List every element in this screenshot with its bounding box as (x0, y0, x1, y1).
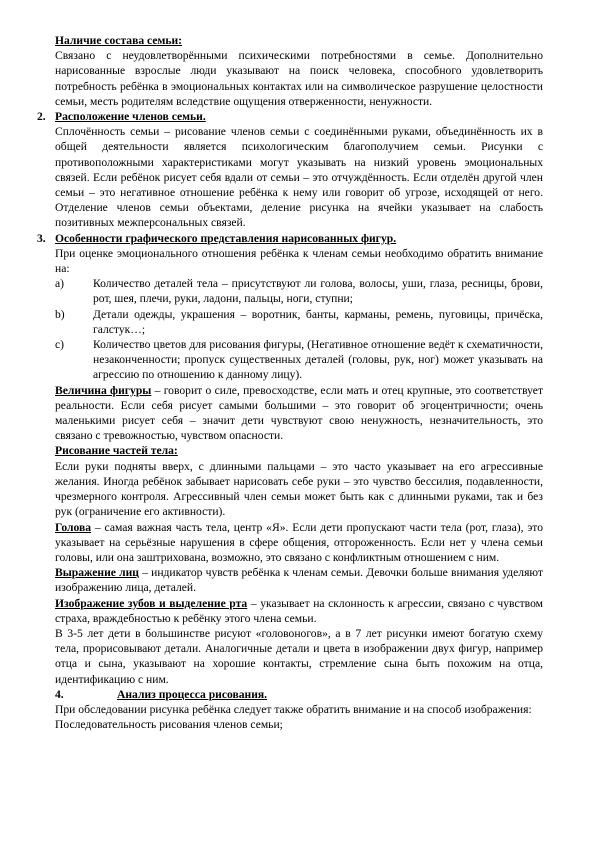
heading-body-parts (55, 443, 543, 458)
section-4-number: 4. (55, 687, 64, 701)
list-item-c-text: Количество цветов для рисования фигуры, (Негативное отношение ведёт к схематичности, незаконченности; пропуск существенных деталей (головы, рук, ног) может указывать на агрессию по отношению к данному лицу). (93, 338, 543, 382)
teeth-mouth-label: Изображение зубов и выделение рта (55, 596, 248, 610)
paragraph-figure-size (55, 383, 543, 444)
paragraph-family-composition: Связано с неудовлетворёнными психическими потребностями в семье. Дополнительно нарисованные взрослые люди указывают на поиск человека, способного удовлетворить потребность ребёнка в эмоциональных контактах или на символическое разрушение целостности семьи, месть родителям вследствие ощущения отверженности, ненужности. (55, 49, 543, 108)
paragraph-head (55, 520, 543, 566)
heading-family-composition (55, 33, 543, 48)
head-label: Голова (55, 520, 92, 534)
head-text: – самая важная часть тела, центр «Я». Если дети пропускают части тела (рот, глаза), это указывает на серьёзные нарушения в сфере общения, отгороженность. Если нет у члена семьи головы, или она заштрихована, возможно, это связано с конфликтным отношением с ним. (55, 520, 543, 564)
list-item-a (55, 276, 543, 306)
section-4-title: Анализ процесса рисования. (117, 687, 268, 701)
list-item-b-marker: b) (55, 307, 65, 321)
paragraph-graphic-features: При оценке эмоционального отношения ребёнка к членам семьи необходимо обратить внимание на: (55, 246, 543, 276)
list-item-a-marker: а) (55, 277, 65, 291)
list-item-b-text: Детали одежды, украшения – воротник, банты, карманы, ремень, пуговицы, причёска, галстук…; (93, 307, 543, 336)
list-item-a-text: Количество деталей тела – присутствуют ли голова, волосы, уши, глаза, ресницы, брови, рот, шея, плечи, руки, ладони, пальцы, ноги, ступни; (93, 277, 543, 306)
section-3-number: 3. (37, 231, 46, 245)
section-2-heading (37, 109, 543, 124)
body-parts-label: Рисование частей тела: (55, 444, 178, 458)
paragraph-family-arrangement: Сплочённость семьи – рисование членов семьи с соединёнными руками, объединённость их в общей деятельности является психологическим благополучием семьи. Рисунки с противоположными характеристиками могут указывать на низкий уровень эмоциональных связей. Если ребёнок рисует себя вдали от семьи – это отчуждённость. Если отделён другой член семьи – это негативное отношение ребёнка к нему или говорит об угрозе, исходящей от него. Отделение членов семьи объектами, деление рисунка на ячейки указывает на слабость позитивных межперсональных связей. (55, 125, 543, 230)
list-item-c-marker: c) (55, 338, 65, 352)
paragraph-drawing-process: При обследовании рисунка ребёнка следует также обратить внимание и на способ изображения: (55, 702, 532, 716)
section-2-number: 2. (37, 110, 46, 124)
section-3-title: Особенности графического представления нарисованных фигур. (55, 231, 397, 245)
figure-size-label: Величина фигуры (55, 383, 152, 397)
heading-family-composition-text: Наличие состава семьи: (55, 34, 183, 47)
paragraph-drawing-sequence: Последовательность рисования членов семьи; (55, 718, 283, 732)
list-item-c (55, 337, 543, 383)
section-3-heading (37, 231, 543, 246)
paragraph-face-expression (55, 565, 543, 595)
paragraph-age-details: В 3-5 лет дети в большинстве рисуют «головоногов», а в 7 лет рисунки имеют богатую схему тела, прорисовывают детали. Аналогичные детали и цвета в изображении двух фигур, например отца и сына, указывают на хорошие контакты, стремление сына быть похожим на отца, идентификацию с ним. (55, 626, 543, 686)
paragraph-teeth-mouth (55, 596, 543, 626)
list-item-b (55, 307, 543, 337)
face-expression-text: – индикатор чувств ребёнка к членам семьи. Девочки больше внимания уделяют изображению лица, деталей. (55, 566, 543, 595)
teeth-mouth-text: – указывает на склонность к агрессии, связано с чувством страха, враждебностью к ребёнку этого члена семьи. (55, 596, 543, 625)
paragraph-hands: Если руки подняты вверх, с длинными пальцами – это часто указывает на его агрессивные желания. Иногда ребёнок забывает нарисовать себе руки – это чувство бессилия, подавленности, чрезмерного контроля. Агрессивный член семьи может быть как с длинными руками, так и без рук (ограничение его активности). (55, 459, 543, 519)
section-2-title: Расположение членов семьи. (55, 110, 206, 124)
figure-size-text: – говорит о силе, превосходстве, если мать и отец крупные, это соответствует реальности. Если себя рисует самыми большими – это говорит об эгоцентричности; очень маленькими рисует себя – значит дети чувствуют свою ненужность, незначительность, это связано с тревожностью, чувством опасности. (55, 383, 544, 443)
section-4-heading (55, 687, 543, 702)
face-expression-label: Выражение лиц (55, 566, 139, 580)
